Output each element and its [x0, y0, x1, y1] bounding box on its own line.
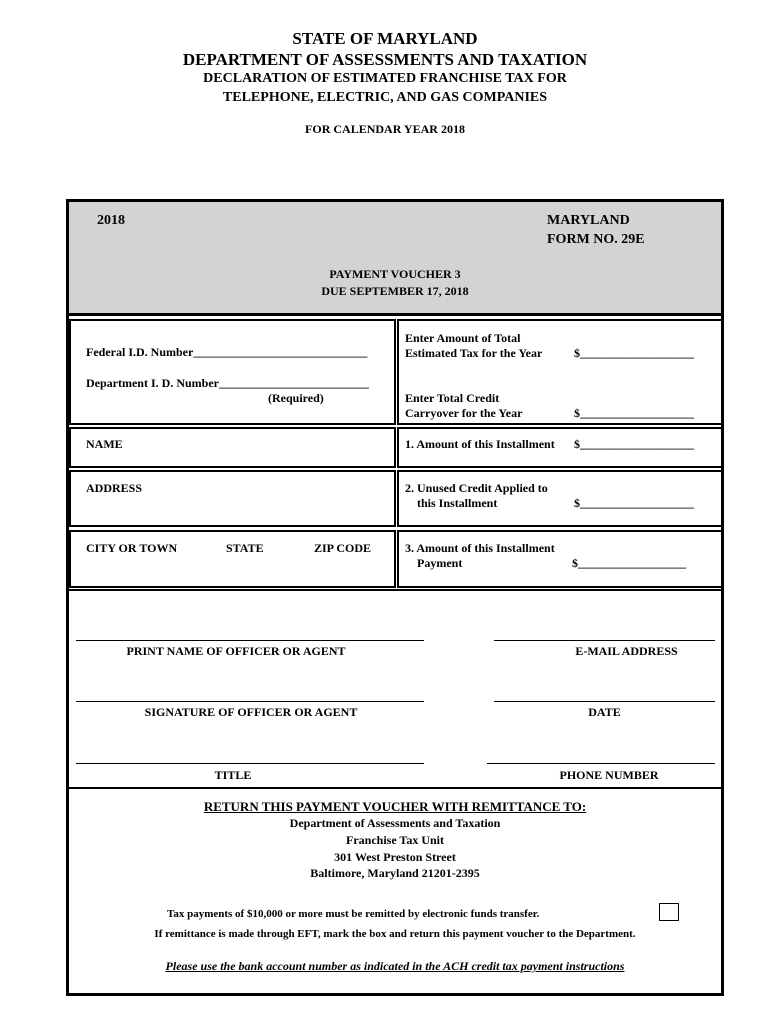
- print-name-label: PRINT NAME OF OFFICER OR AGENT: [126, 644, 346, 658]
- installment-cell: [397, 427, 724, 468]
- address-label: ADDRESS: [86, 481, 143, 495]
- remit-address-4: Baltimore, Maryland 21201-2395: [310, 866, 480, 880]
- remit-address-1: Department of Assessments and Taxation: [289, 816, 501, 830]
- total-tax-label-2: Estimated Tax for the Year: [405, 346, 543, 360]
- department-title: DEPARTMENT OF ASSESSMENTS AND TAXATION: [182, 50, 588, 69]
- installment-label: 1. Amount of this Installment: [405, 437, 555, 451]
- credit-carryover-input[interactable]: $___________________: [574, 406, 694, 420]
- divider: [69, 589, 721, 591]
- zip-label: ZIP CODE: [314, 541, 372, 555]
- payment-cell: [397, 530, 724, 588]
- department-id-field[interactable]: Department I. D. Number_________________________: [86, 376, 369, 390]
- address-field[interactable]: [69, 470, 396, 527]
- date-label: DATE: [588, 705, 621, 719]
- voucher-due-date: DUE SEPTEMBER 17, 2018: [321, 284, 469, 298]
- unused-credit-label-1: 2. Unused Credit Applied to: [405, 481, 548, 495]
- payment-input[interactable]: $__________________: [572, 556, 686, 570]
- calendar-year: FOR CALENDAR YEAR 2018: [305, 122, 465, 136]
- phone-label: PHONE NUMBER: [559, 768, 659, 782]
- unused-credit-input[interactable]: $___________________: [574, 496, 694, 510]
- state-title: STATE OF MARYLAND: [292, 29, 478, 48]
- eft-instructions: If remittance is made through EFT, mark the box and return this payment voucher to the Department.: [154, 928, 636, 940]
- total-tax-label-1: Enter Amount of Total: [405, 331, 521, 345]
- city-state-zip-field[interactable]: [69, 530, 396, 588]
- print-name-line[interactable]: [76, 640, 424, 641]
- voucher-header-band: [69, 202, 721, 316]
- payment-label-2: Payment: [417, 556, 463, 570]
- id-numbers-cell: [69, 319, 396, 425]
- divider: [69, 787, 721, 789]
- installment-input[interactable]: $___________________: [574, 437, 694, 451]
- unused-credit-label-2: this Installment: [417, 496, 498, 510]
- form-title-line1: DECLARATION OF ESTIMATED FRANCHISE TAX FOR: [203, 71, 567, 86]
- ach-note: Please use the bank account number as indicated in the ACH credit tax payment instructions: [165, 959, 625, 973]
- voucher-title: PAYMENT VOUCHER 3: [329, 267, 461, 281]
- phone-line[interactable]: [487, 763, 715, 764]
- totals-cell: [397, 319, 724, 425]
- remit-address-2: Franchise Tax Unit: [345, 833, 444, 847]
- city-label: CITY OR TOWN: [86, 541, 178, 555]
- credit-carryover-label-2: Carryover for the Year: [405, 406, 523, 420]
- credit-carryover-label-1: Enter Total Credit: [405, 391, 500, 405]
- title-line[interactable]: [76, 763, 424, 764]
- signature-label: SIGNATURE OF OFFICER OR AGENT: [144, 705, 358, 719]
- form-title-line2: TELEPHONE, ELECTRIC, AND GAS COMPANIES: [222, 90, 548, 105]
- eft-notice: Tax payments of $10,000 or more must be remitted by electronic funds transfer.: [167, 908, 540, 920]
- voucher-state: MARYLAND: [547, 213, 630, 228]
- state-label: STATE: [226, 541, 264, 555]
- remit-heading: RETURN THIS PAYMENT VOUCHER WITH REMITTANCE TO:: [203, 799, 587, 814]
- email-line[interactable]: [494, 640, 715, 641]
- signature-line[interactable]: [76, 701, 424, 702]
- eft-checkbox[interactable]: [659, 903, 679, 921]
- name-label: NAME: [86, 437, 123, 451]
- date-line[interactable]: [494, 701, 715, 702]
- voucher-year: 2018: [97, 213, 125, 228]
- total-tax-input[interactable]: $___________________: [574, 346, 694, 360]
- email-label: E-MAIL ADDRESS: [575, 644, 678, 658]
- form-number: FORM NO. 29E: [547, 232, 645, 247]
- unused-credit-cell: [397, 470, 724, 527]
- title-label: TITLE: [214, 768, 252, 782]
- payment-label-1: 3. Amount of this Installment: [405, 541, 555, 555]
- name-field[interactable]: [69, 427, 396, 468]
- federal-id-field[interactable]: Federal I.D. Number_____________________________: [86, 345, 368, 359]
- required-note: (Required): [268, 391, 324, 405]
- remit-address-3: 301 West Preston Street: [334, 850, 456, 864]
